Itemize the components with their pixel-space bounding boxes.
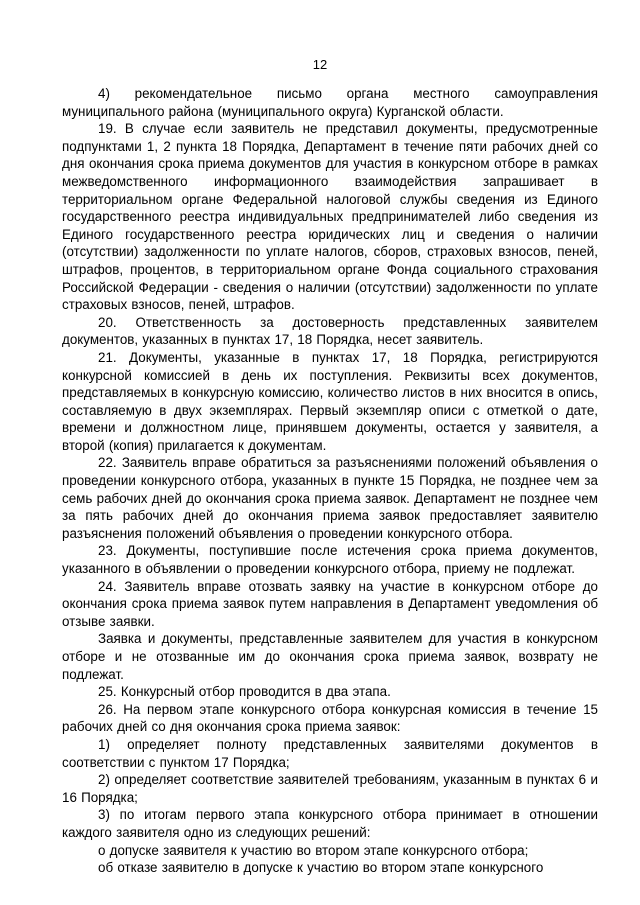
paragraph-25: 25. Конкурсный отбор проводится в два этапа.	[98, 684, 391, 700]
paragraph-26-decision-admit: о допуске заявителя к участию во втором этапе конкурсного отбора;	[98, 842, 529, 858]
paragraph-19: 19. В случае если заявитель не представил документы, предусмотренные подпунктами 1, 2 пункта 18 Порядка, Департамент в течение пяти рабочих дней со дня окончания срока приема документов для участия в конкурсном отборе в рамках межведомственного информационного взаимодействия запрашивает в территориальном органе Федеральной налоговой службы сведения из Единого государственного реестра индивидуальных предпринимателей либо сведения из Единого государственного реестра юридических лиц и сведения о наличии (отсутствии) задолженности по уплате налогов, сборов, страховых взносов, пеней, штрафов, процентов, в территориальном органе Фонда социального страхования Российской Федерации - сведения о наличии (отсутствии) задолженности по уплате страховых взносов, пеней, штрафов.	[62, 121, 598, 313]
paragraph-26: 26. На первом этапе конкурсного отбора конкурсная комиссия в течение 15 рабочих дней со дня окончания срока приема заявок:	[62, 701, 598, 735]
paragraph-26-item-1: 1) определяет полноту представленных заявителями документов в соответствии с пунктом 17 Порядка;	[62, 736, 598, 770]
document-body	[62, 85, 598, 877]
paragraph-23: 23. Документы, поступившие после истечения срока приема документов, указанного в объявлении о проведении конкурсного отбора, приему не подлежат.	[62, 543, 598, 577]
paragraph-24-continuation: Заявка и документы, представленные заявителем для участия в конкурсном отборе и не отозванные им до окончания срока приема заявок, возврату не подлежат.	[62, 631, 598, 682]
paragraph-item-4: 4) рекомендательное письмо органа местного самоуправления муниципального района (муниципального округа) Курганской области.	[62, 86, 598, 119]
paragraph-24: 24. Заявитель вправе отозвать заявку на участие в конкурсном отборе до окончания срока приема заявок путем направления в Департамент уведомления об отзыве заявки.	[62, 578, 598, 629]
paragraph-26-decision-refuse: об отказе заявителю в допуске к участию во втором этапе конкурсного	[98, 860, 544, 876]
paragraph-20: 20. Ответственность за достоверность представленных заявителем документов, указанных в пунктах 17, 18 Порядка, несет заявитель.	[62, 314, 598, 348]
page-number: 12	[312, 57, 328, 72]
paragraph-26-item-3: 3) по итогам первого этапа конкурсного отбора принимает в отношении каждого заявителя одно из следующих решений:	[62, 807, 598, 840]
paragraph-26-item-2: 2) определяет соответствие заявителей требованиям, указанным в пунктах 6 и 16 Порядка;	[62, 772, 598, 805]
paragraph-21: 21. Документы, указанные в пунктах 17, 18 Порядка, регистрируются конкурсной комиссией в день их поступления. Реквизиты всех документов, представляемых в конкурсную комиссию, количество листов в них вносится в опись, составляемую в двух экземплярах. Первый экземпляр описи с отметкой о дате, времени и должностном лице, принявшем документы, остается у заявителя, а второй (копия) прилагается к документам.	[62, 349, 598, 453]
paragraph-22: 22. Заявитель вправе обратиться за разъяснениями положений объявления о проведении конкурсного отбора, указанных в пункте 15 Порядка, не позднее чем за семь рабочих дней до окончания срока приема заявок. Департамент не позднее чем за пять рабочих дней до окончания приема заявок предоставляет заявителю разъяснения положений объявления о проведении конкурсного отбора.	[62, 455, 598, 541]
